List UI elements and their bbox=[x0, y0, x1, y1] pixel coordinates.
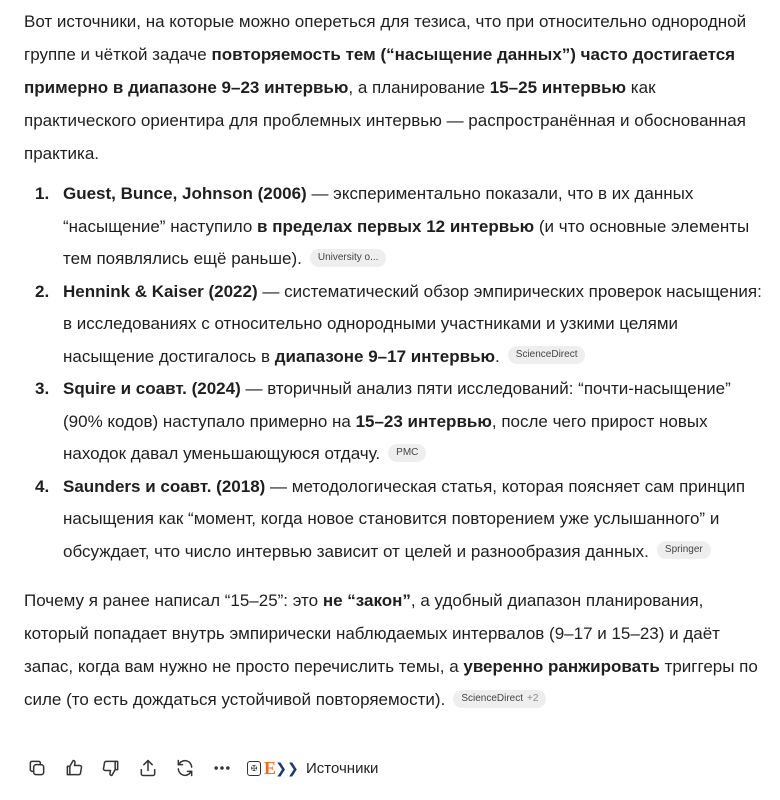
source-chip[interactable]: University o... bbox=[310, 249, 387, 267]
springer-favicon-icon: ❯❯ bbox=[275, 759, 299, 776]
outro-text-2: , а удобный диапазон планирования, который попадает внутрь эмпирически наблюдаемых интервалов (9–17 и 15–23) и даёт запас, когда вам нужно не просто перечислить темы, а bbox=[24, 591, 720, 676]
intro-bold-1: повторяемость тем (“насыщение данных”) часто достигается примерно в диапазоне 9–23 интервью bbox=[24, 45, 736, 97]
intro-text-2: , а планирование bbox=[348, 78, 490, 97]
item-text-end: (и что основные элементы тем появлялись ещё раньше). bbox=[63, 216, 750, 268]
list-item bbox=[24, 471, 764, 569]
intro-bold-2: 15–25 интервью bbox=[489, 78, 627, 97]
item-text: — экспериментально показали, что в их данных “насыщение” наступило bbox=[63, 184, 694, 236]
item-text: — систематический обзор эмпирических проверок насыщения: в исследованиях с относительно однородными участниками и узкими целями насыщение достигалось в bbox=[63, 281, 762, 366]
copy-icon bbox=[27, 758, 47, 778]
sources-list bbox=[24, 178, 764, 568]
more-button[interactable] bbox=[209, 755, 235, 781]
message-actions bbox=[24, 754, 378, 782]
regenerate-icon bbox=[175, 758, 195, 778]
item-text-end: , после чего прирост новых находок давал уменьшающуюся отдачу. bbox=[63, 411, 708, 463]
item-author: Saunders и соавт. (2018) bbox=[63, 476, 266, 496]
item-text-end: . bbox=[495, 346, 500, 366]
source-chip-label: ScienceDirect bbox=[461, 692, 524, 704]
elsevier-favicon-icon: E bbox=[263, 757, 276, 778]
source-chip-more: +2 bbox=[527, 692, 539, 704]
item-text: — вторичный анализ пяти исследований: “почти-насыщение” (90% кодов) наступало примерно на bbox=[63, 379, 731, 431]
thumbs-down-button[interactable] bbox=[98, 755, 124, 781]
more-icon bbox=[212, 758, 232, 778]
copy-button[interactable] bbox=[24, 755, 50, 781]
item-author: Hennink & Kaiser (2022) bbox=[63, 281, 258, 301]
share-icon bbox=[138, 758, 158, 778]
thumbs-up-icon bbox=[64, 758, 84, 778]
intro-text-1: Вот источники, на которые можно опереться для тезиса, что при относительно однородной группе и чёткой задаче bbox=[24, 12, 747, 64]
source-chip[interactable]: PMC bbox=[388, 444, 426, 462]
list-number: 4. bbox=[35, 476, 50, 496]
intro-text-3: как практического ориентира для проблемных интервью — распространённая и обоснованная практика. bbox=[24, 78, 746, 163]
regenerate-button[interactable] bbox=[172, 755, 198, 781]
outro-bold-1: не “закон” bbox=[322, 591, 411, 610]
item-text: — методологическая статья, которая поясняет сам принцип насыщения как “момент, когда новое становится повторением уже услышанного” и обсуждает, что число интервью зависит от целей и разнообразия данных. bbox=[63, 476, 746, 561]
sources-label: Источники bbox=[306, 759, 379, 777]
source-favicons bbox=[247, 757, 299, 778]
list-number: 3. bbox=[35, 379, 50, 398]
thumbs-up-button[interactable] bbox=[61, 755, 87, 781]
list-item bbox=[24, 276, 764, 374]
source-chip[interactable]: Springer bbox=[657, 541, 711, 559]
intro-paragraph bbox=[24, 0, 764, 170]
outro-paragraph bbox=[24, 584, 764, 716]
item-author: Squire и соавт. (2024) bbox=[63, 379, 241, 398]
outro-text-3: триггеры по силе (то есть дождаться устойчивой повторяемости). bbox=[24, 657, 758, 709]
item-bold: диапазоне 9–17 интервью bbox=[274, 346, 496, 366]
item-author: Guest, Bunce, Johnson (2006) bbox=[63, 184, 307, 203]
sources-button[interactable] bbox=[247, 757, 379, 778]
list-item bbox=[24, 373, 764, 471]
university-favicon-icon: ✠ bbox=[247, 761, 261, 776]
item-bold: 15–23 интервью bbox=[355, 411, 492, 431]
source-chip[interactable]: ScienceDirect bbox=[508, 346, 586, 364]
assistant-message bbox=[24, 0, 764, 716]
list-item bbox=[24, 178, 764, 276]
outro-bold-2: уверенно ранжировать bbox=[463, 657, 660, 676]
list-number: 2. bbox=[35, 281, 50, 301]
source-chip[interactable] bbox=[453, 690, 546, 708]
outro-text-1: Почему я ранее написал “15–25”: это bbox=[24, 591, 323, 610]
share-button[interactable] bbox=[135, 755, 161, 781]
list-number: 1. bbox=[35, 184, 50, 203]
thumbs-down-icon bbox=[101, 758, 121, 778]
item-bold: в пределах первых 12 интервью bbox=[257, 216, 535, 236]
